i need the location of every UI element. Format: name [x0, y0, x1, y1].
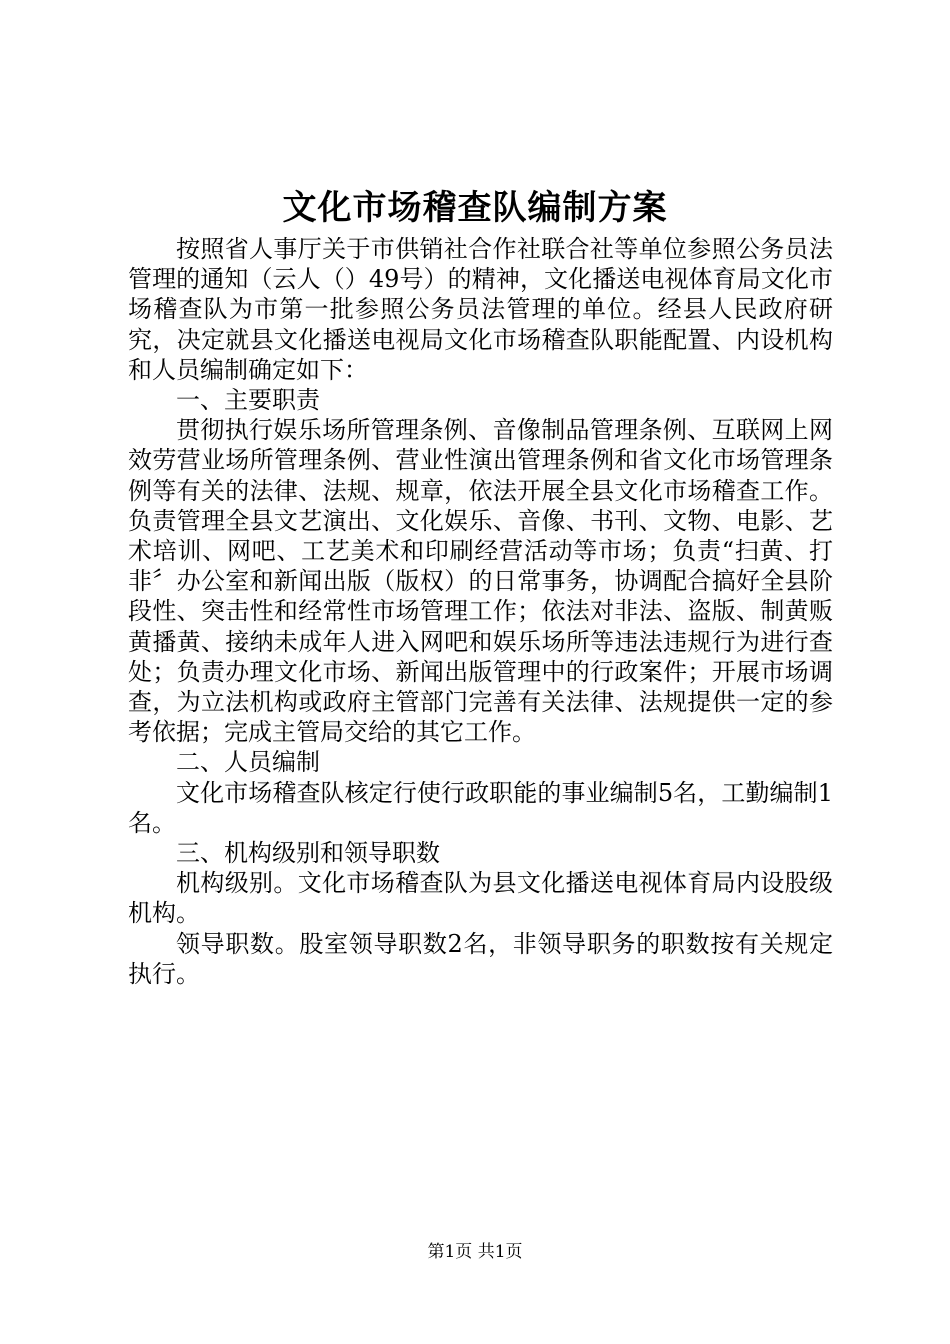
- staffing-paragraph: 文化市场稽查队核定行使行政职能的事业编制5名，工勤编制1名。: [128, 778, 833, 837]
- section-heading-staffing: 二、人员编制: [176, 748, 320, 777]
- duties-paragraph: 贯彻执行娱乐场所管理条例、音像制品管理条例、互联网上网效劳营业场所管理条例、营业性演出管理条例和省文化市场管理条例等有关的法律、法规、规章，依法开展全县文化市场稽查工作。负责管理全县文艺演出、文化娱乐、音像、书刊、文物、电影、艺术培训、网吧、工艺美术和印刷经营活动等市场；负责“扫黄、打非〞办公室和新闻出版（版权）的日常事务，协调配合搞好全县阶段性、突击性和经常性市场管理工作；依法对非法、盗版、制黄贩黄播黄、接纳未成年人进入网吧和娱乐场所等违法违规行为进行查处；负责办理文化市场、新闻出版管理中的行政案件；开展市场调查，为立法机构或政府主管部门完善有关法律、法规提供一定的参考依据；完成主管局交给的其它工作。: [128, 416, 833, 747]
- page-footer: 第1页 共1页: [427, 1242, 523, 1262]
- intro-paragraph: 按照省人事厅关于市供销社合作社联合社等单位参照公务员法管理的通知（云人（）49号）的精神，文化播送电视体育局文化市场稽查队为市第一批参照公务员法管理的单位。经县人民政府研究，决定就县文化播送电视局文化市场稽查队职能配置、内设机构和人员编制确定如下：: [128, 235, 833, 384]
- document-title: 文化市场稽查队编制方案: [282, 188, 668, 228]
- document-body: [128, 234, 833, 989]
- leadership-paragraph: 领导职数。股室领导职数2名，非领导职务的职数按有关规定执行。: [128, 929, 833, 988]
- level-paragraph: 机构级别。文化市场稽查队为县文化播送电视体育局内设股级机构。: [128, 869, 833, 928]
- section-heading-level: 三、机构级别和领导职数: [176, 839, 440, 868]
- section-heading-duties: 一、主要职责: [176, 386, 320, 415]
